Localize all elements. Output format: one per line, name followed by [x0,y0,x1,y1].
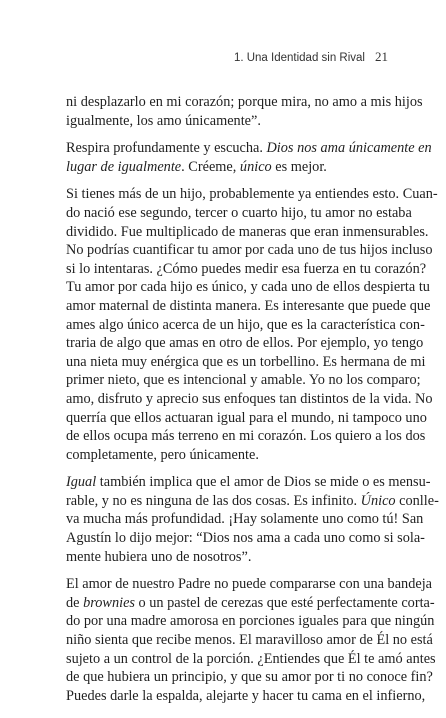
text-line [66,510,424,529]
text-line [66,260,427,279]
text-line [66,185,438,204]
chapter-title: 1. Una Identidad sin Rival [233,52,365,64]
text-segment: completamente, pero únicamente. [66,446,259,463]
text-segment: de [66,594,84,611]
text-segment: niño sienta que recibe menos. El maravilloso amor de Él no está [66,632,433,649]
text-segment: El amor de nuestro Padre no puede compararse con una bandeja [66,576,433,593]
text-line [66,427,426,446]
text-segment: ni desplazarlo en mi corazón; porque mira, no amo a mis hijos [66,94,423,110]
text-line [66,353,426,372]
text-segment: también implica que el amor de Dios se mide o es mensu- [96,474,431,491]
text-line [66,297,431,316]
paragraph [66,473,439,566]
page-body [66,93,439,705]
text-line [66,112,386,131]
italic-text: Igual [66,474,97,491]
italic-text: Dios nos ama únicamente en [266,140,432,157]
paragraph-gap [66,464,386,473]
text-line [66,390,433,409]
text-line [66,223,429,242]
text-segment: igualmente, los amo únicamente”. [66,112,261,129]
text-line [66,594,435,613]
text-line [66,139,432,158]
text-line [66,409,427,428]
text-segment: No podrías cuantificar tu amor por cada uno de tus hijos incluso [66,242,433,259]
text-segment: mente hubiera uno de nosotros”. [66,548,252,565]
text-line [66,241,433,260]
text-segment: dividido. Fue multiplicado de maneras que eran inmensurables. [66,223,429,240]
text-segment: Agustín lo dijo mejor: “Dios nos ama a cada uno como si sola- [66,530,425,547]
italic-text: Único [360,492,396,509]
text-line [66,473,431,492]
paragraph [66,139,432,176]
text-segment: . Créeme, [181,158,240,175]
italic-text: lugar de igualmente [66,158,182,175]
page-number: 21 [375,49,388,64]
text-segment: querría que ellos actuaran igual para el mundo, ni tampoco uno [66,409,427,426]
italic-text: único [239,158,272,175]
text-segment: rable, y no es ninguna de las dos cosas. Es infinito. [66,492,361,509]
text-segment: traria de algo que amas en otro de ellos. Por ejemplo, yo tengo [66,335,424,352]
text-segment: una nieta muy enérgica que es un torbellino. Es hermana de mi [66,353,426,370]
text-line [66,371,421,390]
paragraph [66,575,436,705]
text-segment: Si tienes más de un hijo, probablemente ya entiendes esto. Cuan- [66,186,438,203]
text-line [66,492,439,511]
paragraph-gap [66,176,386,185]
text-segment: sujeto a un control de la porción. ¿Entiendes que Él te amó antes [66,650,436,667]
text-segment: o un pastel de cerezas que esté perfectamente corta- [134,594,435,611]
text-segment: Respira profundamente y escucha. [66,140,267,157]
text-line [66,612,435,631]
text-line [66,529,425,548]
text-segment: do nació ese segundo, tercer o cuarto hijo, tu amor no estaba [66,204,412,221]
text-line [66,687,426,706]
text-segment: amor maternal de distinta manera. Es interesante que puede que [66,297,431,314]
text-segment: Tu amor por cada hijo es único, y cada uno de ellos despierta tu [66,279,430,296]
text-segment: de que hubiera un principio, y que su amor por ti no conoce fin? [66,669,433,686]
text-line [66,446,386,465]
text-line [66,316,425,335]
text-segment: si lo intentaras. ¿Cómo puedes medir esa fuerza en tu corazón? [66,260,427,277]
text-segment: Puedes darle la espalda, alejarte y hacer tu cama en el infierno, [66,687,426,704]
text-segment: conlle- [395,492,439,509]
italic-text: brownies [83,594,135,611]
text-segment: primer nieto, que es intencional y amable. Yo no los comparo; [66,372,421,389]
text-line [66,650,436,669]
text-line [66,668,433,687]
text-segment: ames algo único acerca de un hijo, que es la característica con- [66,316,425,333]
text-segment: de ellos ocupa más terreno en mi corazón. Los quiero a los dos [66,428,426,445]
text-segment: es mejor. [271,158,327,175]
text-line [66,334,424,353]
running-header [234,49,388,65]
text-line [66,158,386,177]
text-line [66,631,433,650]
text-line [66,548,386,567]
text-segment: va mucha más profundidad. ¡Hay solamente uno como tú! San [66,511,424,528]
text-line [66,575,433,594]
text-segment: amo, disfruto y aprecio sus enfoques tan distintos de la vida. No [66,390,433,407]
paragraph-gap [66,130,386,139]
paragraph [66,185,438,464]
paragraph [66,93,423,130]
text-line [66,93,423,112]
text-line [66,278,430,297]
text-segment: do por una madre amorosa en porciones iguales para que ningún [66,613,435,630]
text-line [66,204,412,223]
paragraph-gap [66,566,386,575]
